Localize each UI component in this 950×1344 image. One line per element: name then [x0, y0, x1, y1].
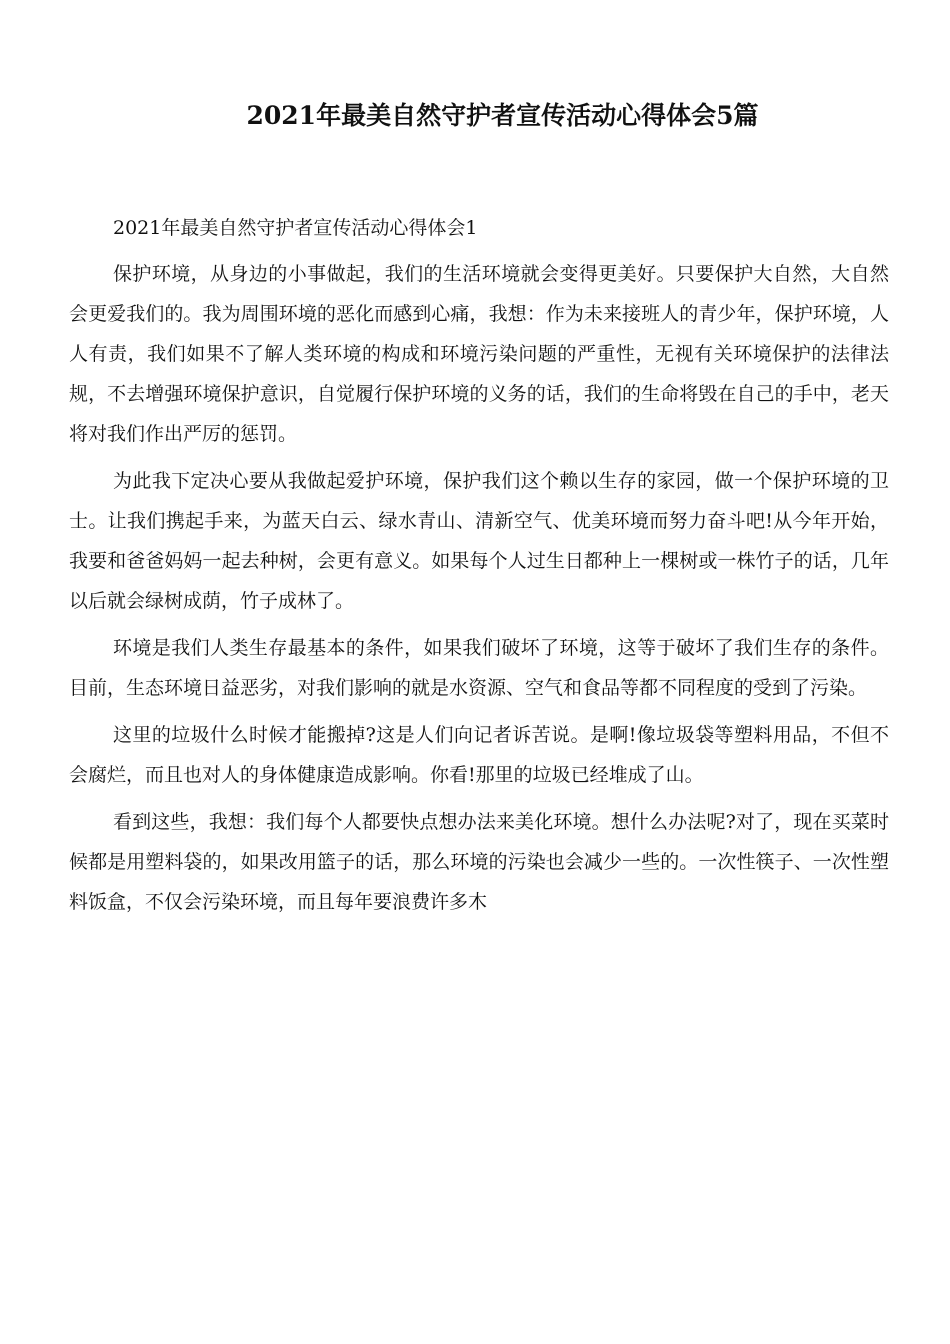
- paragraph: 看到这些，我想：我们每个人都要快点想办法来美化环境。想什么办法呢?对了，现在买菜时候都是用塑料袋的，如果改用篮子的话，那么环境的污染也会减少一些的。一次性筷子、一次性塑料饭盒，不仅会污染环境，而且每年要浪费许多木: [69, 811, 889, 913]
- paragraph: 环境是我们人类生存最基本的条件，如果我们破坏了环境，这等于破坏了我们生存的条件。目前，生态环境日益恶劣，对我们影响的就是水资源、空气和食品等都不同程度的受到了污染。: [69, 637, 889, 699]
- paragraph: 保护环境，从身边的小事做起，我们的生活环境就会变得更美好。只要保护大自然，大自然会更爱我们的。我为周围环境的恶化而感到心痛，我想：作为未来接班人的青少年，保护环境，人人有责，我们如果不了解人类环境的构成和环境污染问题的严重性，无视有关环境保护的法律法规，不去增强环境保护意识，自觉履行保护环境的义务的话，我们的生命将毁在自己的手中，老天将对我们作出严厉的惩罚。: [69, 263, 889, 445]
- document-title: 2021年最美自然守护者宣传活动心得体会5篇: [246, 101, 759, 130]
- section-heading: 2021年最美自然守护者宣传活动心得体会1: [113, 217, 478, 239]
- paragraph: 为此我下定决心要从我做起爱护环境，保护我们这个赖以生存的家园，做一个保护环境的卫士。让我们携起手来，为蓝天白云、绿水青山、清新空气、优美环境而努力奋斗吧!从今年开始，我要和爸爸妈妈一起去种树，会更有意义。如果每个人过生日都种上一棵树或一株竹子的话，几年以后就会绿树成荫，竹子成林了。: [69, 470, 889, 612]
- paragraph: 这里的垃圾什么时候才能搬掉?这是人们向记者诉苦说。是啊!像垃圾袋等塑料用品，不但不会腐烂，而且也对人的身体健康造成影响。你看!那里的垃圾已经堆成了山。: [69, 724, 889, 786]
- document-body: [69, 208, 889, 922]
